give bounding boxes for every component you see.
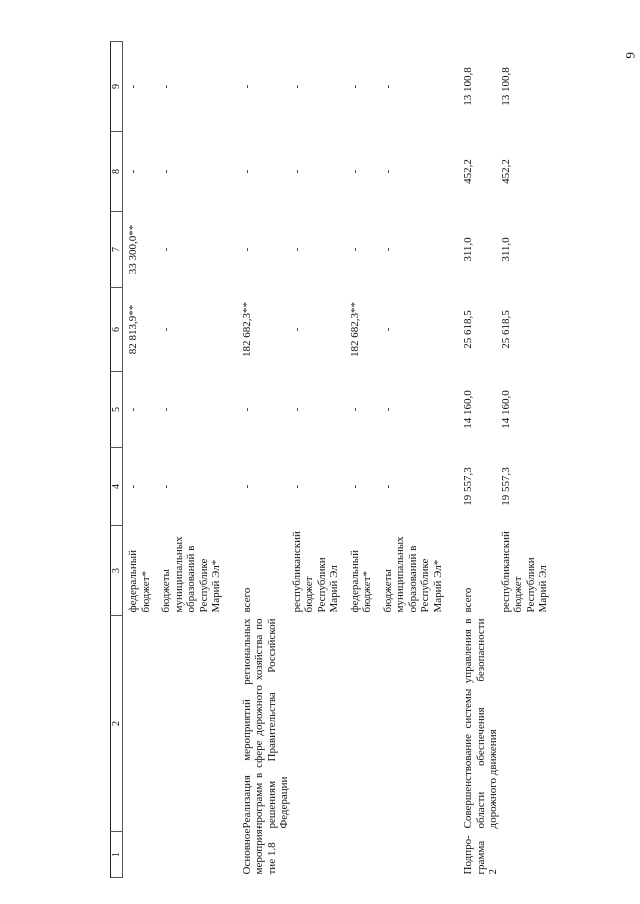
table-row <box>444 42 500 878</box>
cell-value: 452,2 <box>499 159 512 184</box>
cell-value: 25 618,5 <box>499 310 512 349</box>
cell-value: - <box>290 407 303 412</box>
cell-value: - <box>240 169 253 174</box>
cell-value: 19 557,3 <box>499 467 512 506</box>
cell-value: 33 300,0** <box>127 224 139 275</box>
table-row <box>341 42 374 878</box>
cell-source: республиканский бюджет Республики Марий Эл <box>290 531 340 613</box>
cell-item: Основное мероприя-тие 1.8 <box>240 825 278 875</box>
cell-value: - <box>381 484 394 489</box>
cell-name: Реализация мероприятий региональных программ в сфере дорожного хозяйства по решениям Правительства Российской Федерации <box>240 618 290 829</box>
cell-value: - <box>160 169 172 174</box>
cell-value: - <box>160 327 172 332</box>
cell-source: республиканский бюджет Республики Марий Эл <box>499 531 549 613</box>
table-row <box>291 42 341 878</box>
cell-value: - <box>240 484 253 489</box>
cell-name <box>152 616 223 832</box>
cell-value: 452,2 <box>462 159 474 184</box>
cell-name <box>500 616 550 832</box>
cell-value: 311,0 <box>462 237 474 262</box>
cell-name <box>291 616 341 832</box>
cell-value: - <box>127 84 139 89</box>
cell-name <box>341 616 374 832</box>
cell-value: - <box>127 407 139 412</box>
cell-name <box>374 616 445 832</box>
col-header-1: 1 <box>111 832 123 878</box>
cell-value: 82 813,9** <box>127 304 139 355</box>
cell-value: - <box>290 247 303 252</box>
cell-value: - <box>160 247 172 252</box>
cell-item: Подпро-грамма 2 <box>462 835 499 875</box>
cell-value: - <box>290 327 303 332</box>
cell-item <box>152 832 223 878</box>
col-header-2: 2 <box>111 616 123 832</box>
cell-value: 14 160,0 <box>499 390 512 429</box>
cell-value: - <box>290 84 303 89</box>
table-row <box>374 42 445 878</box>
table-row <box>123 42 153 878</box>
cell-value: 182 682,3** <box>240 302 253 357</box>
header-row <box>111 42 123 878</box>
cell-source: бюджеты муниципальных образований в Республике Марий Эл* <box>160 536 222 613</box>
cell-value: 311,0 <box>499 237 512 262</box>
cell-value: - <box>127 484 139 489</box>
cell-value: - <box>381 84 394 89</box>
budget-table <box>110 41 550 878</box>
cell-value: - <box>381 407 394 412</box>
cell-source: всего <box>462 587 474 613</box>
cell-value: - <box>381 327 394 332</box>
table-row <box>152 42 223 878</box>
cell-item <box>341 832 374 878</box>
page-number: 6 <box>623 52 638 59</box>
col-header-8: 8 <box>111 132 123 212</box>
cell-value: 14 160,0 <box>462 390 474 429</box>
cell-value: - <box>240 407 253 412</box>
table-row <box>500 42 550 878</box>
cell-value: 182 682,3** <box>348 302 361 357</box>
col-header-4: 4 <box>111 448 123 526</box>
cell-value: - <box>160 484 172 489</box>
cell-value: - <box>290 484 303 489</box>
cell-item <box>291 832 341 878</box>
cell-item <box>500 832 550 878</box>
cell-value: - <box>240 247 253 252</box>
cell-value: - <box>127 169 139 174</box>
cell-value: - <box>348 169 361 174</box>
cell-source: бюджеты муниципальных образований в Республике Марий Эл* <box>381 536 444 613</box>
cell-value: - <box>348 484 361 489</box>
cell-name <box>123 616 153 832</box>
cell-source: федеральный бюджет* <box>348 550 373 613</box>
cell-source: всего <box>240 587 253 613</box>
col-header-6: 6 <box>111 288 123 372</box>
cell-value: 13 100,8 <box>462 67 474 106</box>
rotated-table-container <box>110 42 549 878</box>
cell-source: федеральный бюджет* <box>127 550 152 613</box>
cell-item <box>123 832 153 878</box>
cell-value: - <box>381 169 394 174</box>
table-row <box>223 42 291 878</box>
cell-value: - <box>160 84 172 89</box>
col-header-3: 3 <box>111 526 123 616</box>
cell-value: - <box>348 84 361 89</box>
col-header-7: 7 <box>111 212 123 288</box>
col-header-9: 9 <box>111 42 123 132</box>
cell-value: - <box>348 247 361 252</box>
cell-value: - <box>348 407 361 412</box>
cell-value: - <box>160 407 172 412</box>
cell-value: 25 618,5 <box>462 310 474 349</box>
cell-value: - <box>381 247 394 252</box>
cell-value: 19 557,3 <box>462 467 474 506</box>
cell-value: 13 100,8 <box>499 67 512 106</box>
cell-value: - <box>240 84 253 89</box>
cell-item <box>374 832 445 878</box>
cell-name: Совершенствование системы управления в области обеспечения безопасности дорожного движения <box>462 618 499 829</box>
cell-value: - <box>290 169 303 174</box>
col-header-5: 5 <box>111 372 123 448</box>
